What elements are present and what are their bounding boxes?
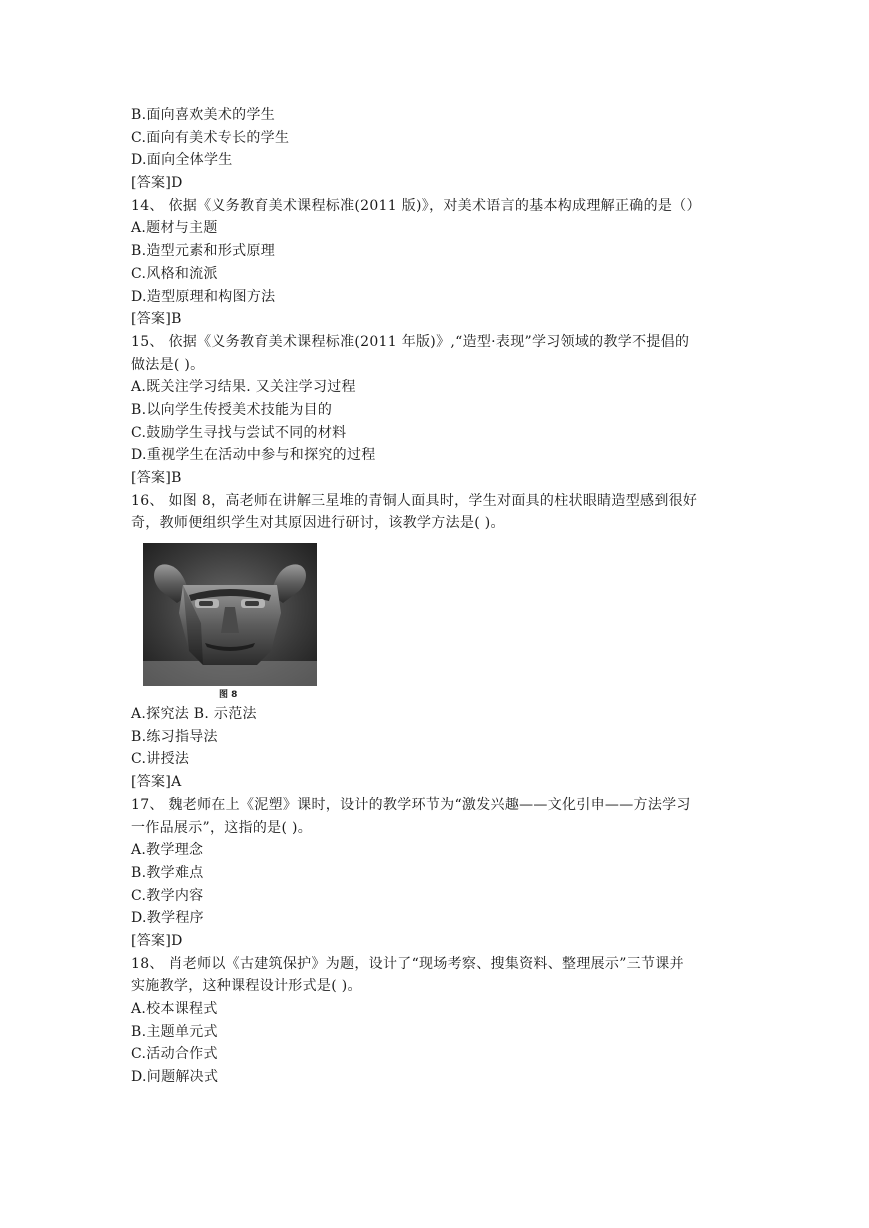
q17-stem-line-2: 一作品展示”，这指的是( )。 — [131, 819, 313, 836]
q15-option-b: B.以向学生传授美术技能为目的 — [131, 401, 333, 418]
q15-option-d: D.重视学生在活动中参与和探究的过程 — [131, 447, 376, 464]
q17-answer: [答案]D — [131, 932, 183, 949]
q13-option-d: D.面向全体学生 — [131, 152, 233, 169]
bronze-mask-photo — [143, 543, 317, 686]
q17-stem-line-1: 17、 魏老师在上《泥塑》课时，设计的教学环节为“激发兴趣——文化引申——方法学习 — [131, 796, 691, 813]
q18-option-a: A.校本课程式 — [131, 1001, 218, 1017]
q17-option-c: C.教学内容 — [131, 887, 204, 904]
q17-option-d: D.教学程序 — [131, 910, 204, 927]
q15-answer: [答案]B — [131, 470, 182, 486]
q18-option-d: D.问题解决式 — [131, 1069, 219, 1086]
q14-option-b: B.造型元素和形式原理 — [131, 243, 276, 260]
q18-stem-line-1: 18、 肖老师以《古建筑保护》为题，设计了“现场考察、搜集资料、整理展示”三节课并 — [131, 955, 684, 972]
q15-stem-line-2: 做法是( )。 — [131, 356, 205, 373]
q13-option-c: C.面向有美术专长的学生 — [131, 129, 290, 146]
q17-option-b: B.教学难点 — [131, 864, 204, 881]
q16-option-b: B.练习指导法 — [131, 728, 218, 745]
figure-8 — [143, 543, 317, 703]
q17-option-a: A.教学理念 — [131, 842, 204, 859]
q15-option-a: A.既关注学习结果. 又关注学习过程 — [131, 379, 356, 396]
q13-option-b: B.面向喜欢美术的学生 — [131, 107, 276, 123]
q14-option-a: A.题材与主题 — [131, 220, 218, 237]
q16-option-c: C.讲授法 — [131, 751, 190, 768]
q15-stem-line-1: 15、 依据《义务教育美术课程标准(2011 年版)》,“造型·表现”学习领域的教学不提倡的 — [131, 333, 690, 350]
q14-option-c: C.风格和流派 — [131, 265, 218, 282]
q16-answer: [答案]A — [131, 774, 182, 791]
q14-stem: 14、 依据《义务教育美术课程标准(2011 版)》，对美术语言的基本构成理解正确的是（） — [131, 197, 701, 214]
q15-option-c: C.鼓励学生寻找与尝试不同的材料 — [131, 424, 347, 441]
q13-answer: [答案]D — [131, 175, 183, 192]
q18-option-b: B.主题单元式 — [131, 1023, 218, 1040]
figure-caption: 图 8 — [219, 690, 238, 701]
q14-answer: [答案]B — [131, 311, 182, 328]
document-page — [131, 104, 741, 1089]
q16-option-a: A.探究法 B. 示范法 — [131, 706, 257, 723]
q18-option-c: C.活动合作式 — [131, 1046, 218, 1063]
q14-option-d: D.造型原理和构图方法 — [131, 288, 276, 305]
q16-stem-line-2: 奇，教师便组织学生对其原因进行研讨，该教学方法是( )。 — [131, 515, 505, 532]
q16-stem-line-1: 16、 如图 8，高老师在讲解三星堆的青铜人面具时，学生对面具的柱状眼睛造型感到很好 — [131, 492, 698, 509]
q18-stem-line-2: 实施教学，这种课程设计形式是( )。 — [131, 978, 362, 995]
